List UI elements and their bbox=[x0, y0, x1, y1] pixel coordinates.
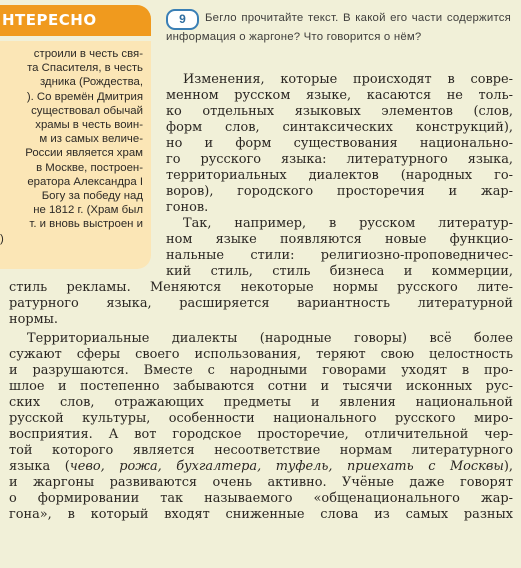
text-line: форм слов, синтаксических конструкций), bbox=[166, 120, 513, 135]
sidebar-line: существовал обычай bbox=[31, 104, 143, 117]
text-line: территориальных диалектов (народных го- bbox=[166, 168, 513, 183]
sidebar-line: Богу за победу над bbox=[41, 190, 143, 203]
sidebar-line: т. и вновь выстроен и bbox=[29, 218, 143, 231]
text-line: гона», в который входят сниженные слова из самых разных bbox=[9, 507, 513, 522]
text-line: Территориальные диалекты (народные говоры) всё более bbox=[27, 331, 513, 346]
sidebar-line: в Москве, построен- bbox=[36, 161, 143, 174]
sidebar-header-label: НТЕРЕСНО bbox=[2, 11, 97, 29]
text-line: кий стиль, стиль бизнеса и коммерции, bbox=[166, 264, 513, 279]
text-line: сужают сферы своего использования, теряют свою целостность bbox=[9, 347, 513, 362]
text-line: стиль рекламы. Меняются некоторые нормы русского лите- bbox=[9, 280, 513, 295]
sidebar-line: ). Со времён Дмитрия bbox=[26, 90, 143, 103]
sidebar-line: здника (Рождества, bbox=[39, 76, 143, 89]
text-line: нальные стили: религиозно-проповедничес- bbox=[166, 248, 513, 263]
text-line: ном языке появляются новые функцио- bbox=[166, 232, 513, 247]
sidebar-line: не 1812 г. (Храм был bbox=[33, 204, 143, 217]
text-line: и разрушаются. Вместе с народными говорами уходят в про- bbox=[9, 363, 513, 378]
text-line: ратурного языка, расширяется вариантность литературной bbox=[9, 296, 513, 311]
sidebar-line: России является храм bbox=[25, 147, 143, 160]
text-line: менном русском языке, касаются не толь- bbox=[166, 88, 513, 103]
text-span: языка ( bbox=[9, 459, 70, 474]
text-line bbox=[9, 459, 513, 475]
text-line: гонов. bbox=[166, 200, 209, 215]
text-line: нормы. bbox=[9, 312, 58, 327]
sidebar-line: та Спасителя, в честь bbox=[27, 62, 143, 75]
text-span: ), bbox=[503, 459, 513, 474]
sidebar-line: строили в честь свя- bbox=[33, 48, 143, 60]
text-line: и жаргоны развиваются очень активно. Учёные даже говорят bbox=[9, 475, 513, 490]
sidebar-line: ератора Александра I bbox=[27, 175, 143, 188]
text-line: восприятия. А вот городское просторечие, отличительной чер- bbox=[9, 427, 513, 442]
text-line: шлое и постепенно забываются сотни и тысячи исконных рус- bbox=[9, 379, 513, 394]
sidebar-line: ) bbox=[0, 232, 4, 245]
text-line: ских слов, отражающих предметы и явления национальной bbox=[9, 395, 513, 410]
text-line: той которого является несоответствие нормам литературного bbox=[9, 443, 513, 458]
task-number-badge: 9 bbox=[166, 9, 199, 30]
text-line: но и форм существования национально- bbox=[166, 136, 513, 151]
text-line: Изменения, которые происходят в совре- bbox=[183, 72, 513, 87]
italic-examples: чево, рожа, бухгалтера, туфель, приехать с Москвы bbox=[69, 459, 504, 474]
text-line: о формировании так называемого «общенационального жар- bbox=[9, 491, 513, 506]
text-line: Так, например, в русском литератур- bbox=[183, 216, 513, 231]
text-line: ко отдельных языковых элементов (слов, bbox=[166, 104, 513, 119]
task-text: Бегло прочитайте текст. В какой его части содержится информация о жаргоне? Что говорится о нём? bbox=[166, 12, 511, 43]
text-line: воров), городского просторечия и жар- bbox=[166, 184, 513, 199]
text-line: русской культуры, особенности национального русского миро- bbox=[9, 411, 513, 426]
sidebar-line: храмы в честь воин- bbox=[35, 119, 143, 132]
text-line: го русского языка: литературного языка, bbox=[166, 152, 513, 167]
sidebar-line: м из самых величе- bbox=[39, 133, 143, 146]
